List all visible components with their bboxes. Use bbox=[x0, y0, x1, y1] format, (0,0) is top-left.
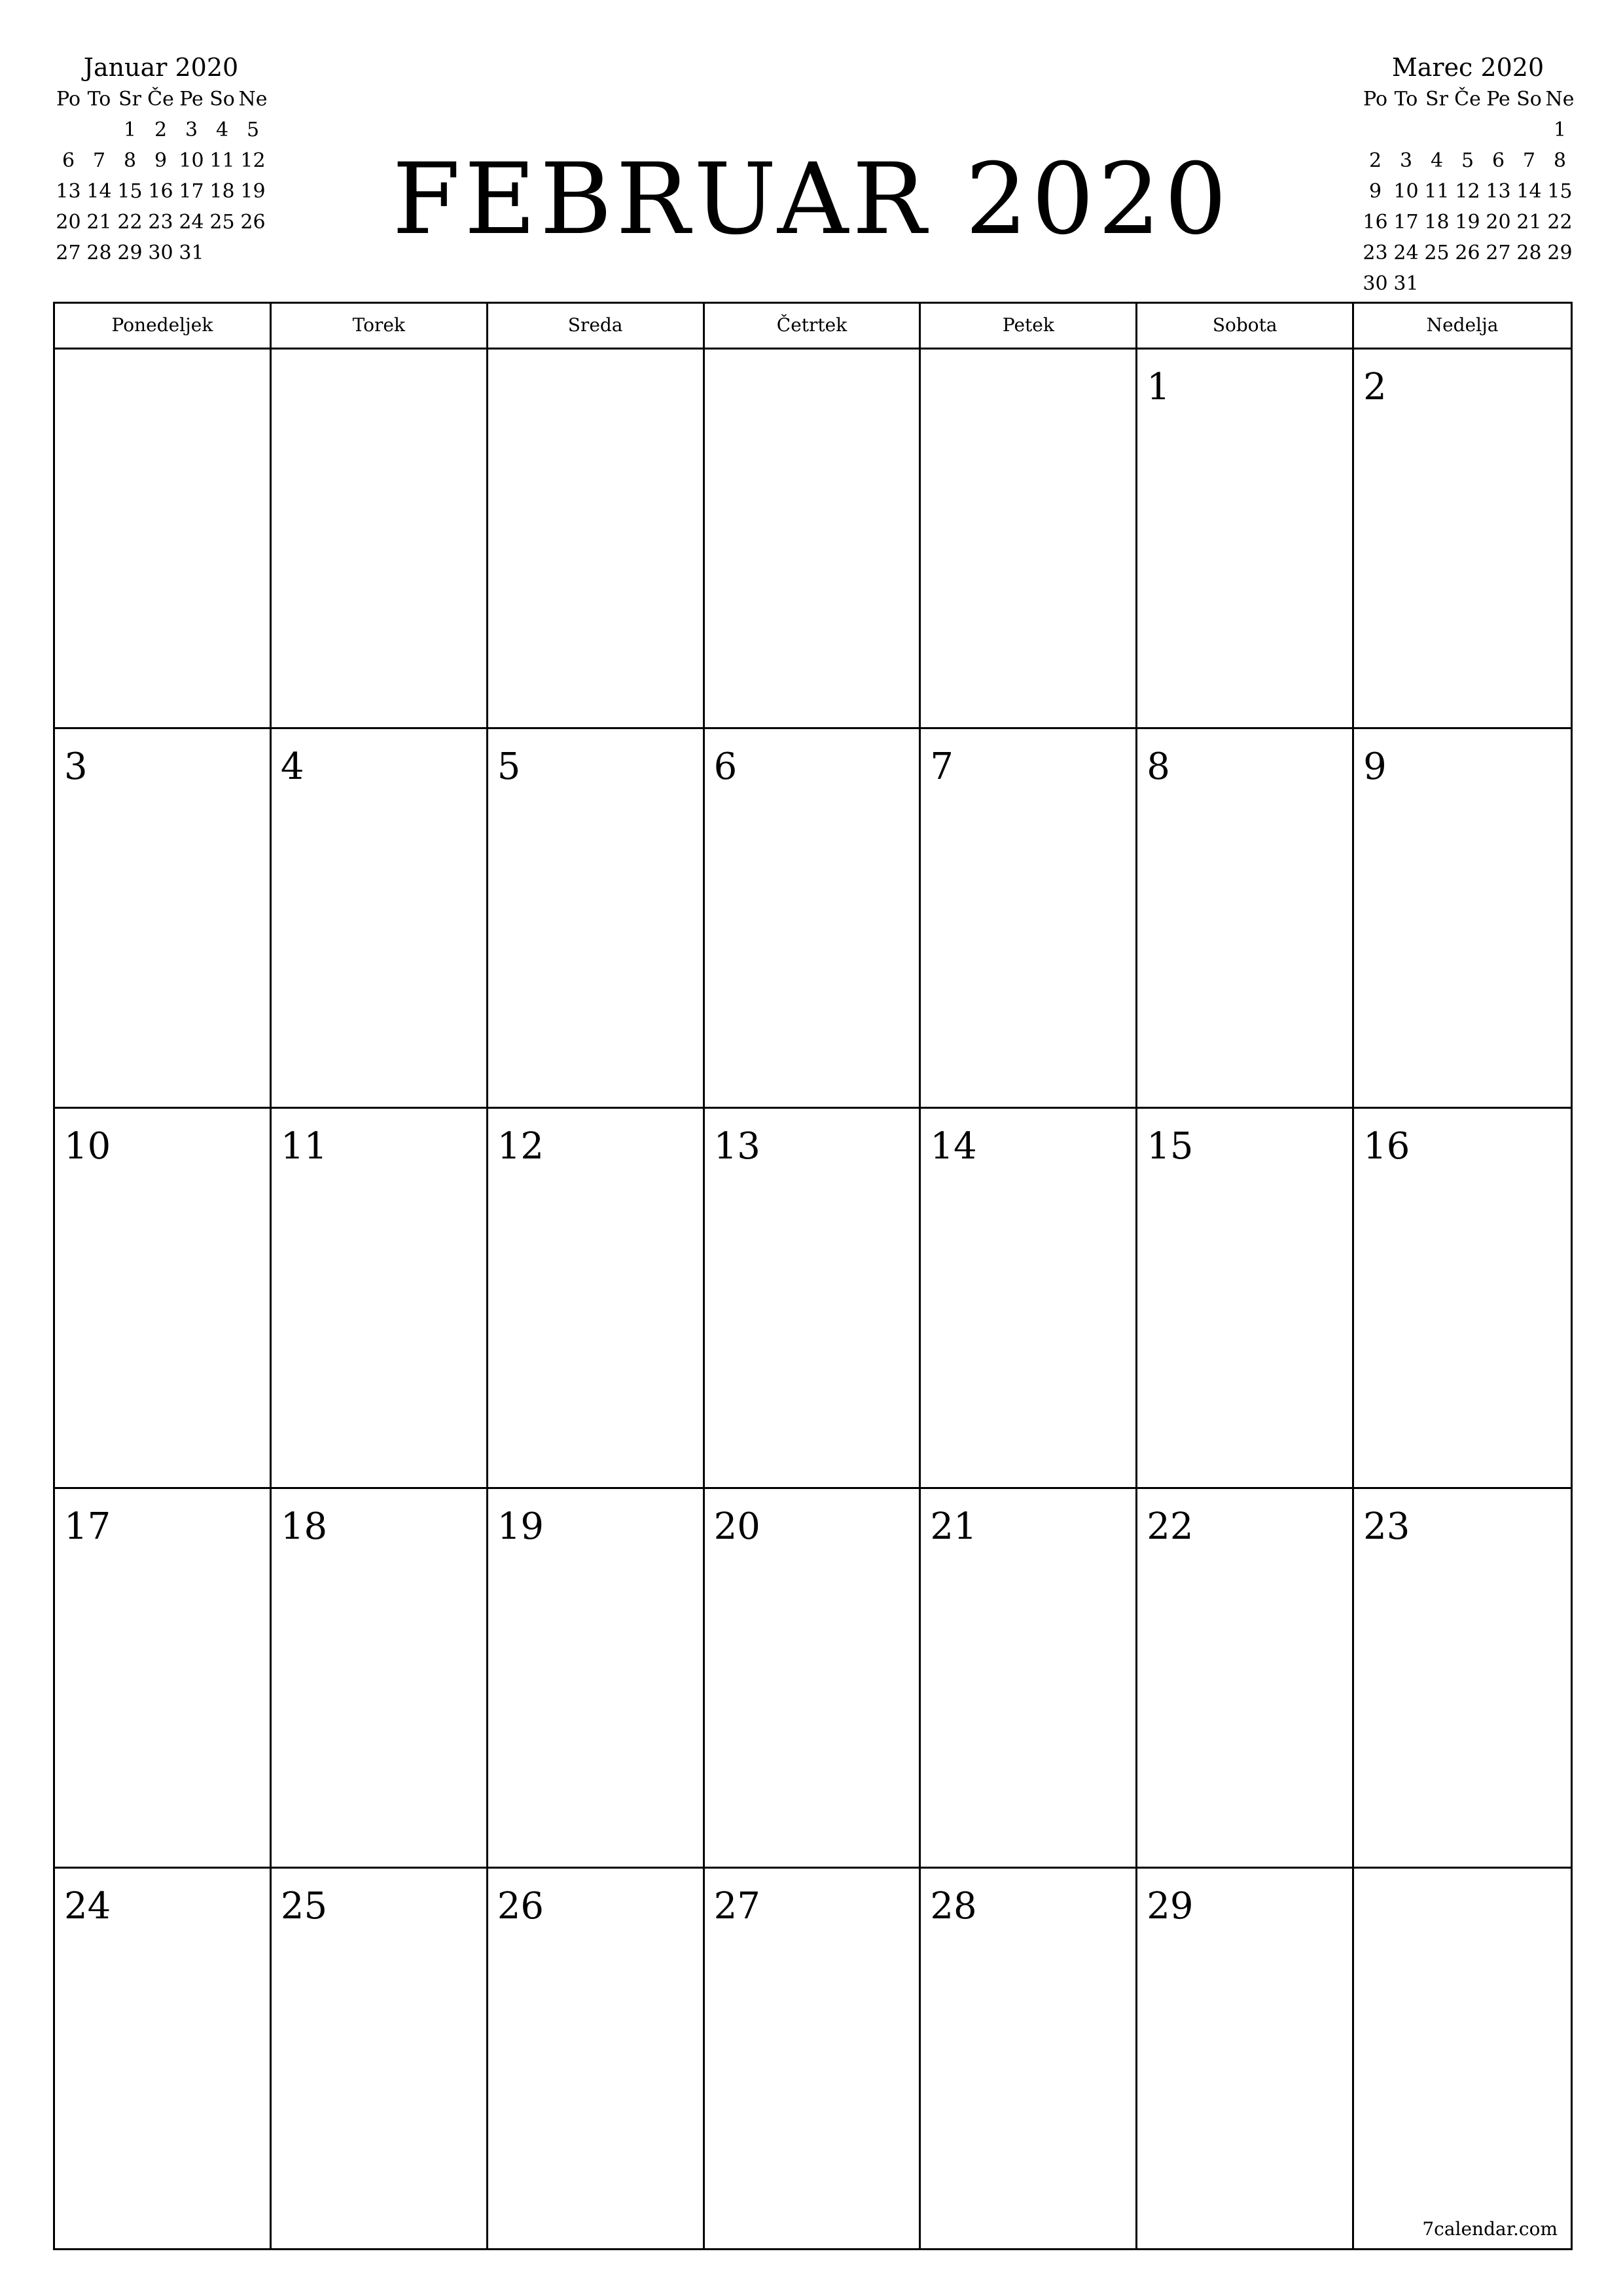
day-cell bbox=[488, 350, 705, 729]
weekday-header: Četrtek bbox=[705, 304, 921, 348]
mini-day: 21 bbox=[86, 211, 112, 234]
weekday-header: Sobota bbox=[1137, 304, 1354, 348]
mini-day bbox=[1483, 268, 1514, 299]
day-cell bbox=[1137, 729, 1354, 1109]
mini-day: 23 bbox=[1363, 242, 1388, 264]
day-number: 22 bbox=[1147, 1505, 1194, 1548]
day-cell bbox=[272, 729, 488, 1109]
month-grid bbox=[53, 302, 1573, 2250]
weekday-header: Sreda bbox=[488, 304, 705, 348]
day-number: 8 bbox=[1147, 745, 1170, 789]
mini-day: 8 bbox=[1553, 149, 1567, 172]
day-number: 18 bbox=[280, 1505, 328, 1548]
day-cell bbox=[272, 1489, 488, 1869]
mini-day: 29 bbox=[117, 242, 143, 264]
mini-calendar-prev bbox=[53, 51, 269, 268]
mini-day bbox=[1421, 268, 1452, 299]
mini-day: 2 bbox=[1368, 149, 1382, 172]
mini-weekday-label: Ne bbox=[238, 88, 268, 111]
mini-day: 21 bbox=[1516, 211, 1542, 234]
mini-day: 22 bbox=[117, 211, 143, 234]
mini-day bbox=[84, 115, 115, 145]
mini-day: 12 bbox=[240, 149, 266, 172]
mini-day: 10 bbox=[1393, 180, 1419, 203]
day-cell bbox=[921, 350, 1137, 729]
mini-day: 6 bbox=[1491, 149, 1505, 172]
mini-day: 9 bbox=[1368, 180, 1382, 203]
day-cell bbox=[921, 1869, 1137, 2248]
site-credit: 7calendar.com bbox=[1422, 2218, 1558, 2240]
day-cell bbox=[1354, 1869, 1571, 2248]
mini-day: 5 bbox=[246, 118, 260, 141]
mini-day: 9 bbox=[154, 149, 168, 172]
day-number: 20 bbox=[713, 1505, 760, 1548]
mini-day: 29 bbox=[1547, 242, 1573, 264]
day-cell bbox=[705, 1869, 921, 2248]
day-number: 28 bbox=[930, 1884, 977, 1928]
day-cell bbox=[921, 729, 1137, 1109]
mini-day bbox=[53, 115, 84, 145]
mini-weekday-label: So bbox=[1516, 88, 1542, 111]
day-number: 1 bbox=[1147, 366, 1170, 408]
mini-day: 19 bbox=[240, 180, 266, 203]
mini-day: 19 bbox=[1455, 211, 1480, 234]
mini-day bbox=[1452, 268, 1483, 299]
mini-weekday-label: To bbox=[1394, 88, 1418, 111]
day-cell bbox=[488, 1869, 705, 2248]
mini-calendar-next-grid bbox=[1360, 84, 1576, 299]
mini-day: 2 bbox=[154, 118, 168, 141]
day-number: 4 bbox=[280, 745, 304, 789]
day-number: 5 bbox=[497, 745, 521, 789]
day-number: 11 bbox=[280, 1125, 328, 1168]
day-cell bbox=[55, 350, 272, 729]
day-cell bbox=[55, 1109, 272, 1488]
mini-day: 17 bbox=[1393, 211, 1419, 234]
mini-weekday-label: Če bbox=[147, 88, 174, 111]
mini-weekday-label: Po bbox=[56, 88, 81, 111]
mini-weekday-label: Če bbox=[1454, 88, 1481, 111]
day-cell bbox=[1137, 350, 1354, 729]
mini-day: 4 bbox=[1430, 149, 1444, 172]
mini-day: 10 bbox=[179, 149, 204, 172]
mini-day: 13 bbox=[1486, 180, 1511, 203]
day-cell bbox=[1137, 1489, 1354, 1869]
day-number: 14 bbox=[930, 1125, 977, 1168]
mini-weekday-label: To bbox=[87, 88, 111, 111]
day-cell bbox=[705, 729, 921, 1109]
day-cell bbox=[1354, 729, 1571, 1109]
day-cell bbox=[921, 1109, 1137, 1488]
mini-day: 22 bbox=[1547, 211, 1573, 234]
mini-day: 24 bbox=[1393, 242, 1419, 264]
mini-weekday-label: Sr bbox=[118, 88, 141, 111]
day-number: 23 bbox=[1363, 1505, 1410, 1548]
day-cell bbox=[1354, 1109, 1571, 1488]
mini-day: 15 bbox=[1547, 180, 1573, 203]
day-number: 17 bbox=[64, 1505, 111, 1548]
mini-weekday-label: Pe bbox=[179, 88, 204, 111]
mini-day bbox=[1391, 115, 1421, 145]
mini-day: 7 bbox=[1522, 149, 1536, 172]
mini-day: 26 bbox=[1455, 242, 1480, 264]
weekday-header-row bbox=[55, 304, 1571, 350]
mini-weekday-label: Po bbox=[1363, 88, 1388, 111]
day-cell bbox=[272, 1869, 488, 2248]
mini-day: 4 bbox=[215, 118, 229, 141]
mini-day: 30 bbox=[148, 242, 173, 264]
mini-day: 28 bbox=[1516, 242, 1542, 264]
mini-day: 8 bbox=[123, 149, 137, 172]
mini-day: 12 bbox=[1455, 180, 1480, 203]
mini-day: 16 bbox=[1363, 211, 1388, 234]
mini-day: 23 bbox=[148, 211, 173, 234]
weekday-header: Petek bbox=[921, 304, 1137, 348]
day-cell bbox=[705, 350, 921, 729]
day-cell bbox=[1137, 1869, 1354, 2248]
weekday-header: Nedelja bbox=[1426, 314, 1499, 336]
mini-weekday-label: Sr bbox=[1425, 88, 1448, 111]
mini-day: 18 bbox=[1424, 211, 1450, 234]
mini-day: 11 bbox=[209, 149, 235, 172]
mini-day: 31 bbox=[179, 242, 204, 264]
day-cell bbox=[55, 1869, 272, 2248]
mini-day: 24 bbox=[179, 211, 204, 234]
mini-day bbox=[1514, 115, 1544, 145]
mini-day bbox=[1483, 115, 1514, 145]
mini-day bbox=[1514, 268, 1544, 299]
mini-day: 13 bbox=[56, 180, 81, 203]
mini-day: 20 bbox=[56, 211, 81, 234]
day-number: 25 bbox=[280, 1884, 328, 1928]
day-cell bbox=[705, 1109, 921, 1488]
mini-day: 14 bbox=[1516, 180, 1542, 203]
day-cell bbox=[55, 1489, 272, 1869]
day-number: 15 bbox=[1147, 1125, 1194, 1168]
mini-day bbox=[1544, 268, 1575, 299]
mini-calendar-prev-title: Januar 2020 bbox=[83, 53, 239, 82]
mini-day: 16 bbox=[148, 180, 173, 203]
mini-day: 3 bbox=[185, 118, 198, 141]
day-cell bbox=[1354, 1489, 1571, 1869]
day-cell bbox=[488, 729, 705, 1109]
mini-day: 7 bbox=[92, 149, 106, 172]
page-title: FEBRUAR 2020 bbox=[392, 143, 1231, 257]
day-number: 3 bbox=[64, 745, 88, 789]
day-number: 21 bbox=[930, 1505, 977, 1548]
mini-calendar-next-title: Marec 2020 bbox=[1391, 53, 1544, 82]
day-number: 7 bbox=[930, 745, 954, 789]
mini-day: 1 bbox=[123, 118, 137, 141]
mini-calendar-next bbox=[1360, 51, 1576, 299]
mini-weekday-label: Ne bbox=[1545, 88, 1575, 111]
mini-day: 1 bbox=[1553, 118, 1567, 141]
day-cell bbox=[488, 1109, 705, 1488]
day-number: 29 bbox=[1147, 1884, 1194, 1928]
mini-day: 27 bbox=[1486, 242, 1511, 264]
mini-day: 6 bbox=[62, 149, 75, 172]
mini-day bbox=[1360, 115, 1391, 145]
mini-weekday-label: Pe bbox=[1486, 88, 1510, 111]
mini-day bbox=[238, 238, 268, 268]
day-number: 2 bbox=[1363, 366, 1387, 408]
mini-day: 3 bbox=[1399, 149, 1413, 172]
day-number: 9 bbox=[1363, 745, 1387, 789]
mini-day: 11 bbox=[1424, 180, 1450, 203]
day-number: 27 bbox=[713, 1884, 760, 1928]
mini-day: 27 bbox=[56, 242, 81, 264]
day-cell bbox=[921, 1489, 1137, 1869]
day-number: 12 bbox=[497, 1125, 544, 1168]
day-cell bbox=[1137, 1109, 1354, 1488]
day-number: 19 bbox=[497, 1505, 544, 1548]
mini-day: 14 bbox=[86, 180, 112, 203]
day-number: 24 bbox=[64, 1884, 111, 1928]
mini-day bbox=[1421, 115, 1452, 145]
mini-weekday-label: So bbox=[209, 88, 235, 111]
mini-day: 25 bbox=[1424, 242, 1450, 264]
day-number: 26 bbox=[497, 1884, 544, 1928]
day-cell bbox=[1354, 350, 1571, 729]
mini-day: 26 bbox=[240, 211, 266, 234]
day-cell bbox=[488, 1489, 705, 1869]
mini-day: 20 bbox=[1486, 211, 1511, 234]
weekday-header: Ponedeljek bbox=[55, 304, 272, 348]
mini-day: 17 bbox=[179, 180, 204, 203]
day-cell bbox=[705, 1489, 921, 1869]
mini-day bbox=[207, 238, 238, 268]
weekday-header: Torek bbox=[272, 304, 488, 348]
day-cell bbox=[272, 350, 488, 729]
day-number: 6 bbox=[713, 745, 738, 789]
mini-calendar-prev-grid bbox=[53, 84, 269, 268]
mini-day: 18 bbox=[209, 180, 235, 203]
day-number: 16 bbox=[1363, 1125, 1410, 1168]
mini-day: 15 bbox=[117, 180, 143, 203]
day-grid bbox=[55, 350, 1571, 2248]
mini-day: 31 bbox=[1393, 272, 1419, 295]
day-cell bbox=[55, 729, 272, 1109]
mini-day: 30 bbox=[1363, 272, 1388, 295]
mini-day: 25 bbox=[209, 211, 235, 234]
day-cell bbox=[272, 1109, 488, 1488]
mini-day bbox=[1452, 115, 1483, 145]
mini-day: 5 bbox=[1461, 149, 1474, 172]
day-number: 13 bbox=[713, 1125, 760, 1168]
mini-day: 28 bbox=[86, 242, 112, 264]
day-number: 10 bbox=[64, 1125, 111, 1168]
